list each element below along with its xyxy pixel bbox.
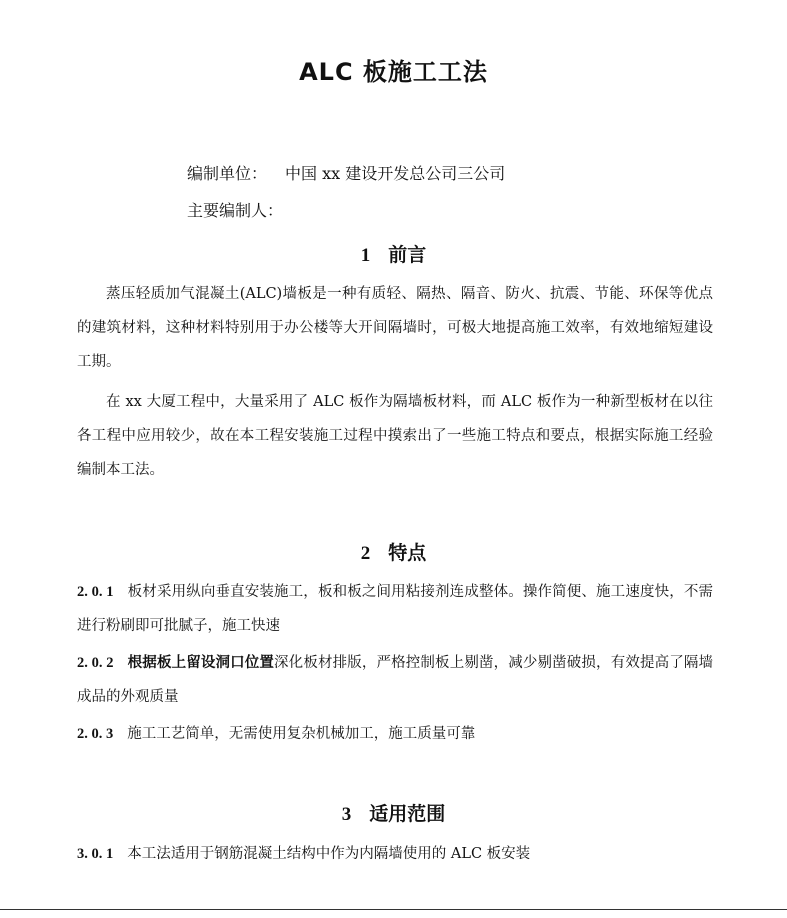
section-heading-2: [0, 538, 787, 565]
section-number: 2: [360, 543, 371, 564]
clause-number: 2. 0. 3: [77, 726, 114, 742]
clause-text: 本工法适用于钢筋混凝土结构中作为内隔墙使用的 ALC 板安装: [127, 846, 531, 862]
section-number: 1: [360, 245, 371, 266]
document-title: ALC 板施工工法: [299, 58, 488, 86]
clause-3-0-1: [77, 837, 713, 871]
clause-number: 2. 0. 1: [77, 584, 114, 600]
clause-2-0-1: [77, 575, 713, 643]
section-heading-3: [0, 799, 787, 826]
editor-unit-label: 编制单位：: [187, 164, 268, 183]
page-bottom-rule: [0, 909, 787, 910]
clause-2-0-3: [77, 717, 713, 751]
clause-number: 3. 0. 1: [77, 846, 114, 862]
section-title: 前言: [388, 244, 427, 266]
clause-number: 2. 0. 2: [77, 655, 114, 671]
section-title: 适用范围: [369, 803, 446, 825]
section-heading-1: [0, 240, 787, 267]
main-editor-label: 主要编制人：: [187, 201, 284, 220]
clause-text: 深化板材排版，严格控制板上剔凿，减少剔凿破损，有效提高了隔墙成品的外观质量: [77, 655, 714, 705]
section-1-paragraph-2: 在 xx 大厦工程中，大量采用了 ALC 板作为隔墙板材料，而 ALC 板作为一种新型板材在以往各工程中应用较少，故在本工程安装施工过程中摸索出了一些施工特点和要点，根据实际施工经验编制本工法。: [77, 394, 713, 478]
editor-unit-value: 中国 xx 建设开发总公司三公司: [285, 164, 506, 183]
section-number: 3: [341, 804, 352, 825]
editor-unit-line: [187, 164, 505, 184]
section-1-paragraph-1: 蒸压轻质加气混凝土(ALC)墙板是一种有质轻、隔热、隔音、防火、抗震、节能、环保等优点的建筑材料，这种材料特别用于办公楼等大开间隔墙时，可极大地提高施工效率，有效地缩短建设工期。: [77, 286, 713, 370]
clause-bold-text: 根据板上留设洞口位置: [127, 654, 275, 671]
clause-2-0-2: [77, 646, 713, 714]
section-title: 特点: [388, 542, 427, 564]
main-editor-line: [187, 201, 283, 221]
clause-text: 板材采用纵向垂直安装施工，板和板之间用粘接剂连成整体。操作简便、施工速度快，不需进行粉刷即可批腻子，施工快速: [77, 584, 714, 634]
clause-text: 施工工艺简单，无需使用复杂机械加工，施工质量可靠: [127, 726, 476, 742]
